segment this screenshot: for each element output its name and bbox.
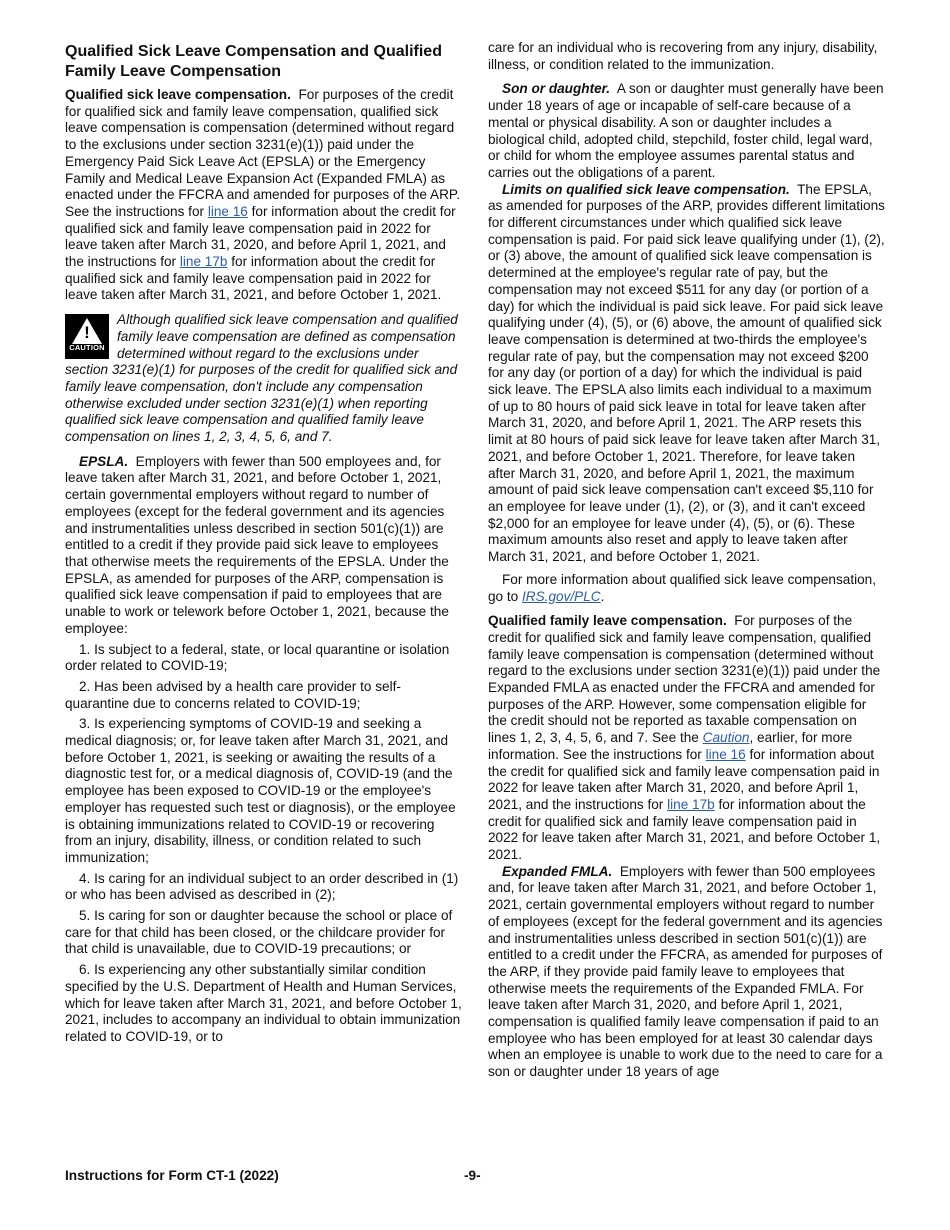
more-info-period: .: [600, 588, 605, 604]
qualified-sick-leave-label: Qualified sick leave compensation.: [65, 87, 291, 102]
caution-link[interactable]: Caution: [702, 730, 750, 746]
epsla-paragraph: [65, 454, 462, 638]
right-column: [488, 40, 885, 1081]
list-item: 4. Is caring for an individual subject to an order described in (1) or who has been advised as described in (2);: [65, 870, 459, 903]
list-item: 6. Is experiencing any other substantially similar condition specified by the U.S. Department of Health and Human Services, which for leave taken after March 31, 2021, and before October 1, 2021, includes to accompany an individual to obtain immunization related to COVID-19, or to: [65, 962, 462, 1044]
qualified-sick-leave-paragraph: [65, 87, 462, 304]
caution-note: [65, 312, 462, 446]
more-info-paragraph: [488, 572, 885, 605]
limits-paragraph: [488, 182, 885, 566]
line-17b-link[interactable]: line 17b: [179, 254, 228, 270]
limits-label: Limits on qualified sick leave compensation.: [502, 181, 790, 197]
irs-plc-link[interactable]: IRS.gov/PLC: [522, 588, 601, 604]
son-or-daughter-paragraph: [488, 81, 885, 181]
list-item: 1. Is subject to a federal, state, or local quarantine or isolation order related to COVID-19;: [65, 641, 450, 674]
epsla-label: EPSLA.: [79, 453, 129, 469]
line-16-link[interactable]: line 16: [207, 203, 248, 219]
section-heading: Qualified Sick Leave Compensation and Qualified Family Leave Compensation: [65, 43, 442, 80]
qualified-sick-leave-text-c: for information about the credit for qualified sick and family leave compensation paid in 2022 for leave taken after March 31, 2021, and before October 1, 2021.: [65, 254, 442, 303]
limits-text: The EPSLA, as amended for purposes of the ARP, provides different limitations for different circumstances under which qualified sick leave compensation is paid. For paid sick leave qualifying under (1), (2), or (3) above, the amount of qualified sick leave compensation is determined at the employee's regular rate of pay, but the compensation may not exceed $511 for any day (or portion of a day) for which the individual is paid sick leave. For paid sick leave qualifying under (4), (5), or (6) above, the amount of qualified sick leave compensation is determined at two-thirds the employee's regular rate of pay, but the compensation may not exceed $200 for any day (or portion of a day) for which the individual is paid sick leave. The EPSLA also limits each individual to a maximum of up to 80 hours of paid sick leave in total for leave taken after March 31, 2020, and before April 1, 2021. The ARP resets this limit at 80 hours of paid sick leave for leave taken after March 31, 2021, and before October 1, 2021. Therefore, for leave taken after March 31, 2020, and before April 1, 2021, the maximum amount of paid sick leave compensation can't exceed $5,110 for an employee for leave under (1), (2), or (3), and it can't exceed $2,000 for an employee for leave under (4), (5), or (6). These maximum amounts also reset and apply to leave taken after March 31, 2021, and before October 1, 2021.: [488, 181, 885, 565]
son-or-daughter-text: A son or daughter must generally have been under 18 years of age or incapable of self-care because of a mental or physical disability. A son or daughter includes a biological child, adopted child, stepchild, foster child, legal ward, or child for whom the employee assumes parental status and carries out the obligations of a parent.: [488, 81, 884, 180]
list-item: 5. Is caring for son or daughter because the school or place of care for that child has been closed, or the childcare provider for that child is unavailable, due to COVID-19 precautions; or: [65, 908, 453, 957]
list-item: 2. Has been advised by a health care provider to self-quarantine due to concerns related to COVID-19;: [65, 678, 401, 711]
expanded-fmla-label: Expanded FMLA.: [502, 863, 613, 879]
qualified-family-leave-text-a: For purposes of the credit for qualified sick and family leave compensation, qualified family leave compensation is compensation (determined without regard to the exclusions under section 3231(e)(1)) paid under the Expanded FMLA as enacted under the FFCRA and amended for purposes of the ARP. However, some compensation eligible for the credit should not be reported as taxable compensation on lines 1, 2, 3, 4, 5, 6, and 7. See the: [488, 613, 881, 746]
caution-icon: ! CAUTION: [65, 314, 109, 359]
expanded-fmla-text: Employers with fewer than 500 employees and, for leave taken after March 31, 2021, and before October 1, 2021, certain governmental employers without regard to number of employees (except for the federal government and its agencies and instrumentalities unless described in section 501(c)(1)) are entitled to a credit under the FFCRA, as amended for purposes of the ARP, if they provide paid family leave to employees that otherwise meets the requirements of the Expanded FMLA. For leave taken after March 31, 2020, and before April 1, 2021, compensation is qualified family leave compensation if paid to an employee who has been employed for at least 30 calendar days when an employee is unable to work due to the need to care for a son or daughter under 18 years of age: [488, 863, 883, 1080]
qualified-family-leave-paragraph: [488, 613, 885, 864]
qualified-family-leave-label: Qualified family leave compensation.: [488, 613, 727, 629]
epsla-text: Employers with fewer than 500 employees and, for leave taken after March 31, 2021, and before October 1, 2021, certain governmental employers without regard to number of employees (except for the federal government and its agencies and instrumentalities unless described in section 501(c)(1)) are entitled to a credit if they provide paid sick leave to employees that otherwise meets the requirements of the EPSLA. Under the EPSLA, as amended for purposes of the ARP, compensation is qualified sick leave compensation if paid to employees that are unable to work or telework before October 1, 2021, because the employee:: [65, 453, 449, 636]
line-16-link[interactable]: line 16: [705, 746, 746, 762]
qualified-family-leave-text-b: , earlier, for more information. See the instructions for: [488, 730, 853, 762]
continued-text: care for an individual who is recovering from any injury, disability, illness, or condition related to the immunization.: [488, 40, 878, 72]
more-info-text: For more information about qualified sick leave compensation, go to: [488, 571, 877, 604]
page-number: -9-: [464, 1168, 481, 1183]
caution-label: CAUTION: [69, 343, 105, 353]
expanded-fmla-paragraph: [488, 864, 885, 1081]
footer-form-title: Instructions for Form CT-1 (2022): [65, 1168, 279, 1183]
qualified-family-leave-text-c: for information about the credit for qualified sick and family leave compensation paid in 2022 for leave taken after March 31, 2020, and before April 1, 2021, and the instructions for: [488, 746, 880, 812]
line-17b-link[interactable]: line 17b: [667, 796, 715, 812]
qualified-family-leave-text-d: for information about the credit for qualified sick and family leave compensation paid in 2022 for leave taken after March 31, 2021, and before October 1, 2021.: [488, 796, 881, 863]
son-or-daughter-label: Son or daughter.: [502, 81, 610, 97]
left-column: [65, 40, 462, 1046]
caution-text: Although qualified sick leave compensation and qualified family leave compensation are defined as compensation determined without regard to the exclusions under section 3231(e)(1) for purposes of the credit for qualified sick and family leave compensation, don't include any compensation otherwise excluded under section 3231(e)(1) when reporting qualified sick leave compensation and qualified family leave compensation on lines 1, 2, 3, 4, 5, 6, and 7.: [65, 312, 458, 445]
qualified-sick-leave-text-a: For purposes of the credit for qualified sick and family leave compensation, qualified sick leave compensation is compensation (determined without regard to the exclusions under section 3231(e)(1)) paid under the Emergency Paid Sick Leave Act (EPSLA) or the Emergency Family and Medical Leave Expansion Act (Expanded FMLA) as enacted under the FFCRA and amended for purposes of the ARP. See the instructions for: [65, 87, 460, 219]
list-item: 3. Is experiencing symptoms of COVID-19 and seeking a medical diagnosis; or, for leave taken after March 31, 2021, and before October 1, 2021, is seeking or awaiting the results of a diagnostic test for, or a medical diagnosis of, COVID-19 (and the employee has been exposed to COVID-19 or the employee's employer has requested such test or diagnosis), or the employee is obtaining immunizations related to COVID-19 or recovering from an injury, disability, illness, or condition related to such immunization;: [65, 716, 456, 865]
qualified-sick-leave-text-b: for information about the credit for qualified sick and family leave compensation paid in 2022 for leave taken after March 31, 2020, and before April 1, 2021, and the instructions for: [65, 203, 456, 270]
